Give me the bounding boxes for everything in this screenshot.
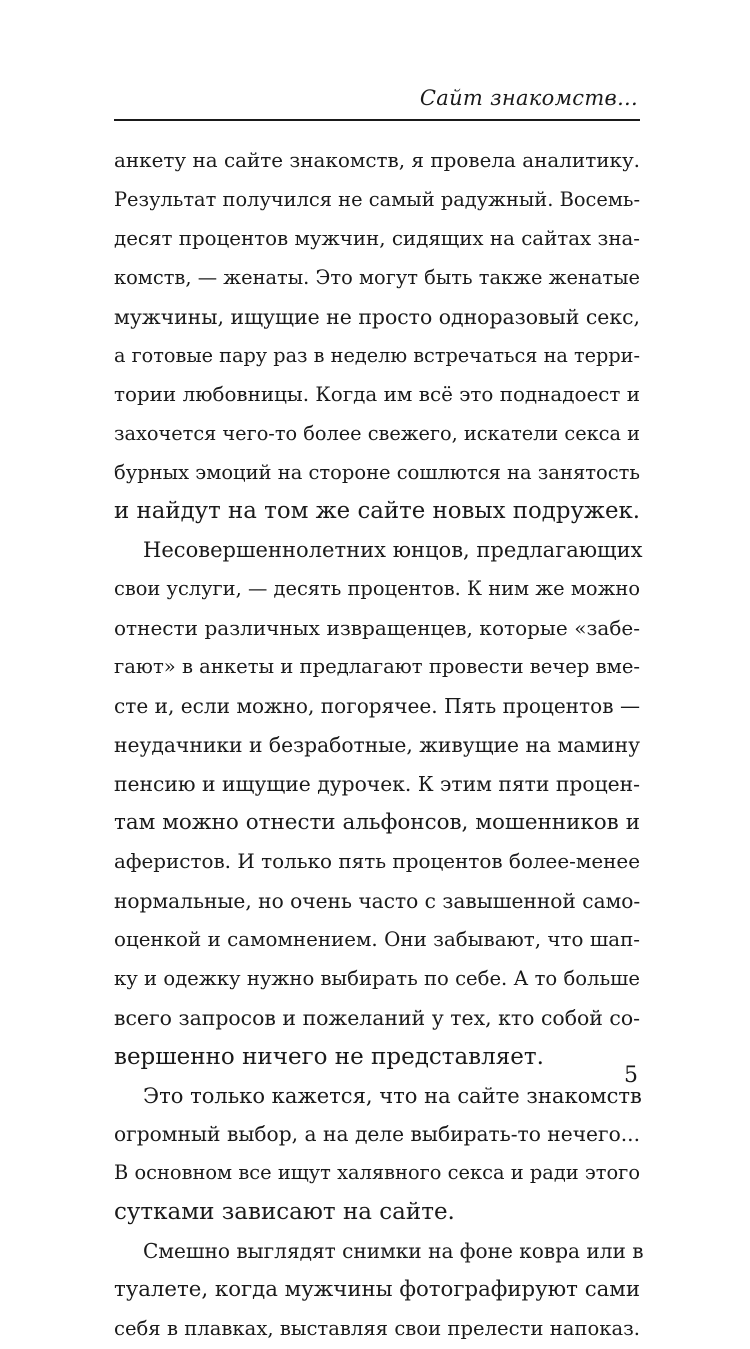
- text-line: В основном все ищут халявного секса и ради этого: [114, 1161, 640, 1185]
- text-line: анкету на сайте знакомств, я провела аналитику.: [114, 149, 641, 172]
- text-line: ку и одежку нужно выбирать по себе. А то больше: [114, 966, 640, 990]
- text-line: комств, — женаты. Это могут быть также женатые: [114, 265, 640, 289]
- text-line: гают» в анкеты и предлагают провести вечер вме-: [114, 655, 641, 679]
- text-line: вершенно ничего не представляет.: [114, 1043, 544, 1070]
- text-line: оценкой и самомнением. Они забывают, что шап-: [114, 927, 640, 951]
- header-rule: [114, 119, 640, 121]
- text-line: всего запросов и пожеланий у тех, кто собой со-: [114, 1005, 640, 1030]
- text-line: нормальные, но очень часто с завышенной само-: [114, 888, 641, 913]
- text-line: там можно отнести альфонсов, мошенников и: [114, 809, 640, 835]
- page-number: 5: [624, 1063, 638, 1088]
- text-line: сутками зависают на сайте.: [114, 1199, 455, 1226]
- text-line: десят процентов мужчин, сидящих на сайтах зна-: [114, 226, 640, 250]
- text-line: тории любовницы. Когда им всё это поднадоест и: [114, 382, 640, 406]
- text-line: Это только кажется, что на сайте знакомств: [143, 1082, 642, 1108]
- text-line: свои услуги, — десять процентов. К ним же можно: [114, 577, 640, 601]
- body-text: [114, 142, 644, 1349]
- text-line: туалете, когда мужчины фотографируют сами: [114, 1277, 640, 1303]
- text-line: неудачники и безработные, живущие на мамину: [114, 733, 640, 758]
- text-line: Смешно выглядят снимки на фоне ковра или в: [143, 1239, 644, 1264]
- text-line: пенсию и ищущие дурочек. К этим пяти процен-: [114, 772, 640, 796]
- text-line: аферистов. И только пять процентов более-менее: [114, 849, 640, 873]
- text-line: сте и, если можно, погорячее. Пять процентов —: [114, 694, 640, 719]
- text-line: Несовершеннолетних юнцов, предлагающих: [143, 537, 643, 563]
- text-line: огромный выбор, а на деле выбирать-то нечего...: [114, 1122, 640, 1147]
- text-line: и найдут на том же сайте новых подружек.: [114, 498, 641, 525]
- text-line: себя в плавках, выставляя свои прелести напоказ.: [114, 1317, 640, 1341]
- text-line: отнести различных извращенцев, которые «забе-: [114, 616, 640, 641]
- running-head: Сайт знакомств...: [419, 86, 638, 110]
- text-line: мужчины, ищущие не просто одноразовый секс,: [114, 304, 640, 329]
- text-line: Результат получился не самый радужный. Восемь-: [114, 187, 640, 211]
- text-line: захочется чего-то более свежего, искатели секса и: [114, 421, 640, 445]
- text-line: а готовые пару раз в неделю встречаться на терри-: [114, 343, 641, 367]
- text-line: бурных эмоций на стороне сошлются на занятость: [114, 460, 640, 484]
